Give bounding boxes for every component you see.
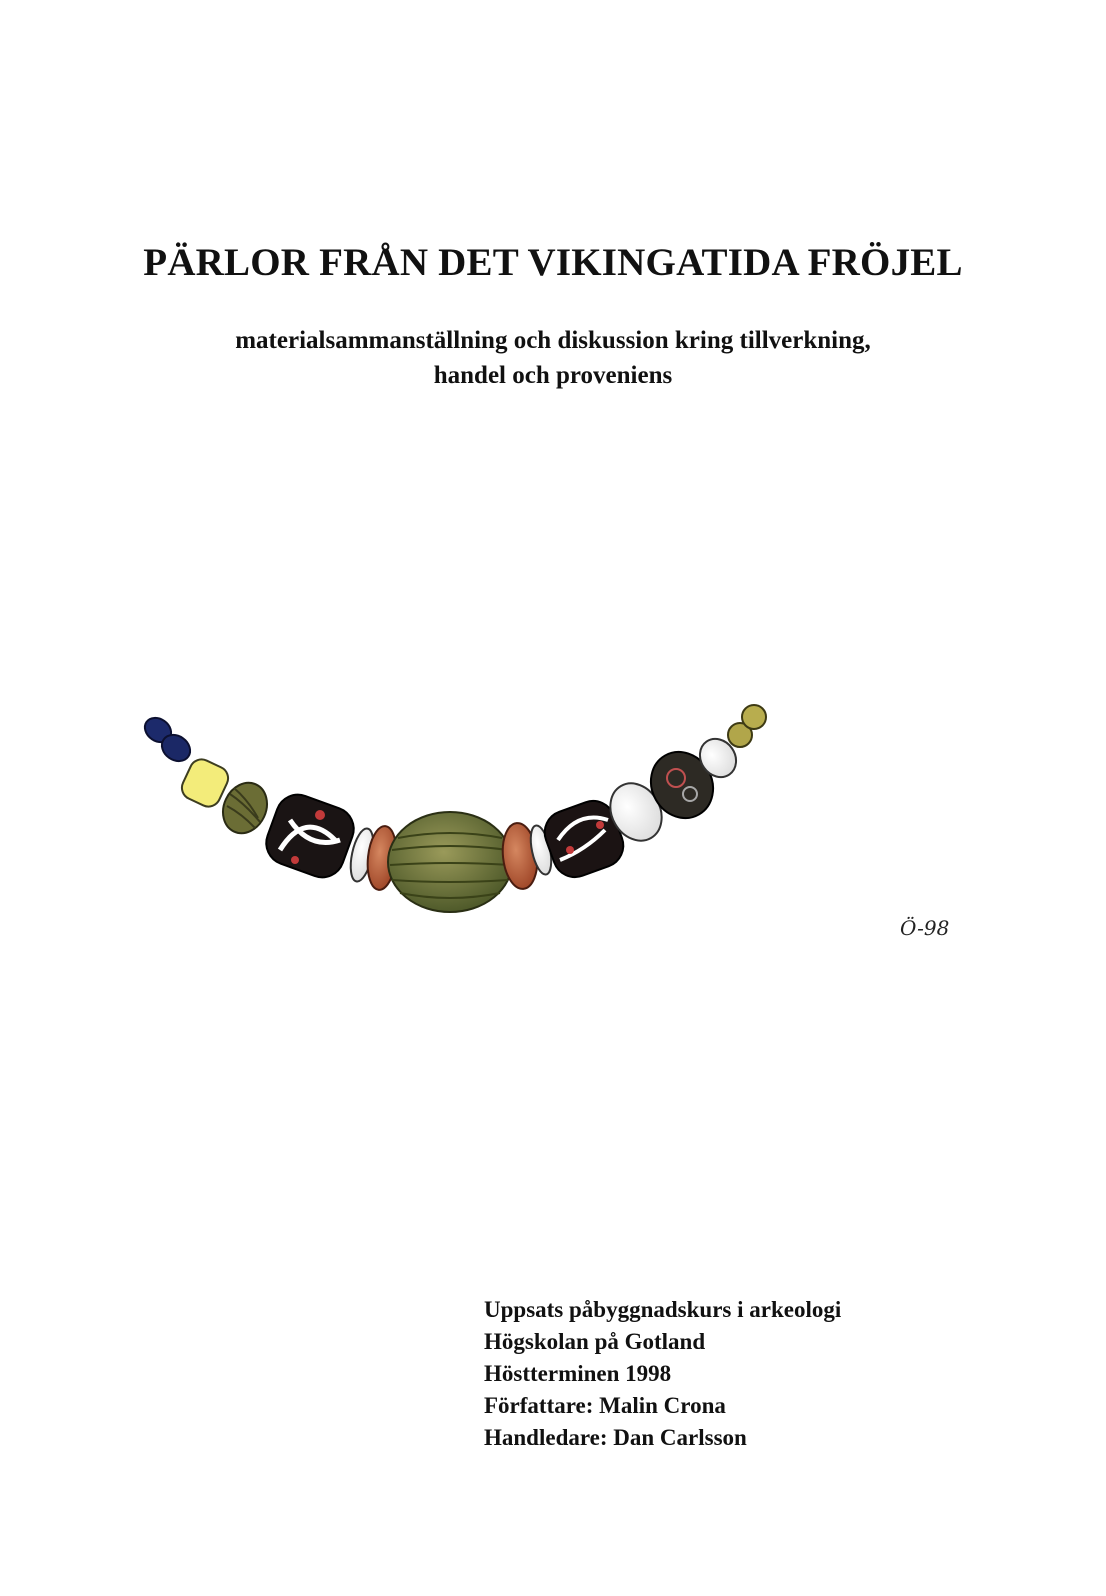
bead-necklace-illustration: [130, 690, 810, 930]
bead-blue: [140, 713, 195, 766]
info-line: Handledare: Dan Carlsson: [484, 1425, 747, 1450]
info-line: Högskolan på Gotland: [484, 1329, 706, 1354]
bead-green-melon: [388, 812, 512, 912]
info-line: Författare: Malin Crona: [484, 1393, 726, 1418]
info-line: Höstterminen 1998: [484, 1361, 672, 1386]
thesis-info: [484, 1294, 841, 1454]
bead-olive-small: [728, 705, 766, 747]
subtitle-line: handel och proveniens: [433, 362, 673, 389]
artist-signature: Ö-98: [900, 916, 950, 940]
bead-black-decorated: [260, 788, 360, 883]
info-line: Uppsats påbyggnadskurs i arkeologi: [484, 1297, 842, 1322]
subtitle: [0, 323, 1106, 393]
subtitle-line: materialsammanställning och diskussion kring tillverkning,: [235, 327, 871, 354]
page-title: PÄRLOR FRÅN DET VIKINGATIDA FRÖJEL: [143, 241, 963, 284]
